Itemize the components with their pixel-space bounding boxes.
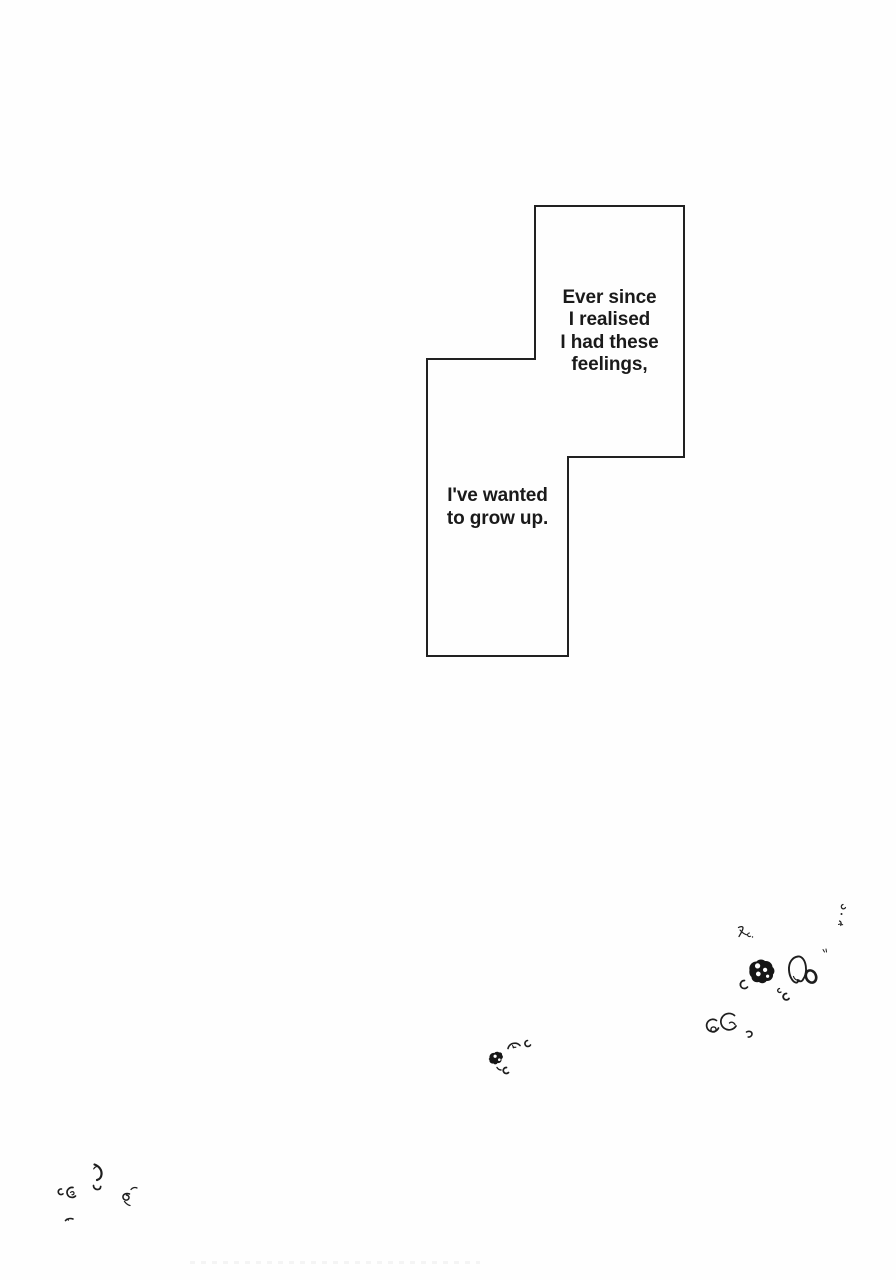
bubbles-doodle-center: [489, 1041, 531, 1074]
caption-line: feelings,: [571, 353, 648, 375]
caption-panel-bottom: [427, 359, 568, 656]
caption-line: to grow up.: [446, 507, 549, 529]
caption-line: I realised: [568, 309, 651, 331]
caption-top-text: [560, 287, 658, 376]
scan-artifact-strip: [190, 1261, 480, 1264]
bubbles-doodle-right: [707, 905, 846, 1038]
caption-line: Ever since: [562, 286, 657, 308]
caption-bottom-text: [447, 485, 548, 530]
caption-line: I had these: [560, 331, 659, 353]
bubbles-doodle-bottom-left: [58, 1165, 137, 1221]
caption-line: I've wanted: [447, 485, 548, 507]
